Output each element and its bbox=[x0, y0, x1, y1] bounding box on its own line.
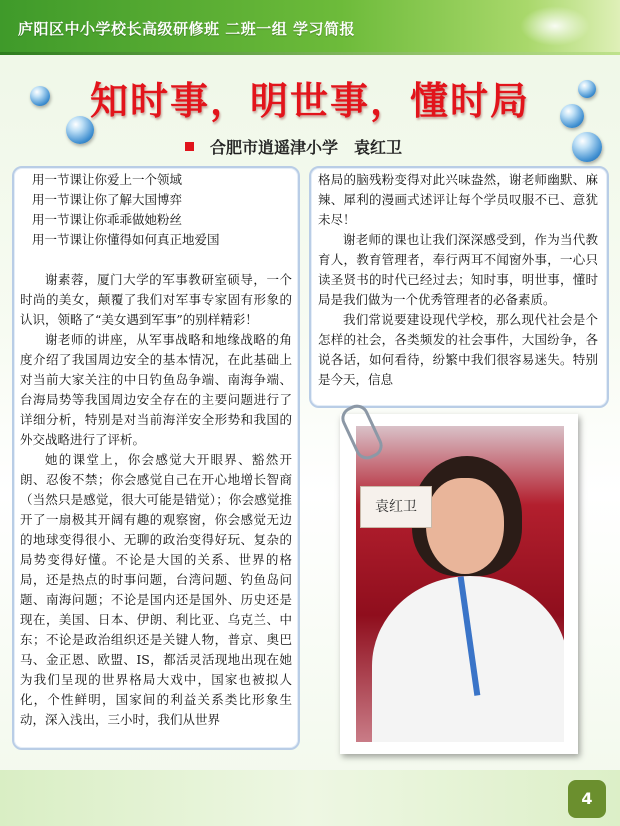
body-paragraph: 格局的脑残粉变得对此兴味盎然，谢老师幽默、麻辣、犀利的漫画式述评让每个学员叹服不已、意犹未尽！ bbox=[318, 172, 598, 227]
body-paragraph: 谢素蓉，厦门大学的军事教研室硕导，一个时尚的美女，颠覆了我们对军事专家固有形象的认识，领略了“美女遇到军事”的别样精彩！ bbox=[20, 272, 292, 327]
byline-bullet bbox=[185, 142, 194, 151]
right-column bbox=[318, 170, 598, 390]
paragraph-gap bbox=[20, 250, 292, 270]
poem-line: 用一节课让你乖乖做她粉丝 bbox=[32, 212, 183, 227]
body-paragraph: 谢老师的讲座，从军事战略和地缘战略的角度介绍了我国周边安全的基本情况，在此基础上对当前大家关注的中日钓鱼岛争端、南海争端、台海局势等我国周边安全存在的主要问题进行了详细分析，特别是对当前海洋安全形势和我国的外交战略进行了评析。 bbox=[20, 332, 292, 447]
page-number: 4 bbox=[568, 780, 606, 818]
header-sparkle bbox=[520, 6, 590, 46]
newsletter-title: 庐阳区中小学校长高级研修班 二班一组 学习简报 bbox=[18, 20, 355, 38]
article-title: 知时事，明世事，懂时局 bbox=[89, 78, 530, 123]
photo-shirt bbox=[372, 576, 564, 742]
speaker-photo bbox=[356, 426, 564, 742]
photo-face bbox=[426, 478, 504, 574]
body-paragraph: 谢老师的课也让我们深深感受到，作为当代教育人，教育管理者，奉行两耳不闻窗外事，一心只读圣贤书的时代已经过去；知时事，明世事，懂时局是我们做为一个优秀管理者的必备素质。 bbox=[318, 232, 598, 307]
body-paragraph: 她的课堂上，你会感觉大开眼界、豁然开朗、忍俊不禁；你会感觉自己在开心地增长智商（当然只是感觉，很大可能是错觉）；你会感觉推开了一扇极其开阔有趣的观察窗，你会感觉无边的地球变得很小、无聊的政治变得好玩、复杂的局势变得好懂。不论是大国的关系、世界的格局，还是热点的时事问题，台湾问题、钓鱼岛问题、南海问题；不论是国内还是国外、历史还是现在，美国、日本、伊朗、利比亚、乌克兰、中东；不论是政治组织还是关键人物，普京、奥巴马、金正恩、欧盟、IS，都活灵活现地出现在她为我们呈现的世界格局大戏中，国家也被拟人化，个性鲜明，国家间的利益关系类比形象生动，深入浅出，三小时，我们从世界 bbox=[20, 452, 292, 727]
poem-line: 用一节课让你了解大国博弈 bbox=[32, 192, 183, 207]
footer-band bbox=[0, 770, 620, 826]
decorative-ball-5 bbox=[572, 132, 602, 162]
photo-name-card: 袁红卫 bbox=[360, 486, 432, 528]
byline-text: 合肥市逍遥津小学 袁红卫 bbox=[210, 138, 403, 157]
body-paragraph: 我们常说要建设现代学校，那么现代社会是个怎样的社会，各类频发的社会事件，大国纷争，各说各话，如何看待，纷繁中我们很容易迷失。特别是今天，信息 bbox=[318, 312, 598, 387]
header-divider bbox=[0, 52, 620, 55]
left-column bbox=[20, 170, 292, 730]
poem-line: 用一节课让你懂得如何真正地爱国 bbox=[32, 232, 220, 247]
poem-line: 用一节课让你爱上一个领域 bbox=[32, 172, 183, 187]
byline bbox=[185, 135, 402, 158]
